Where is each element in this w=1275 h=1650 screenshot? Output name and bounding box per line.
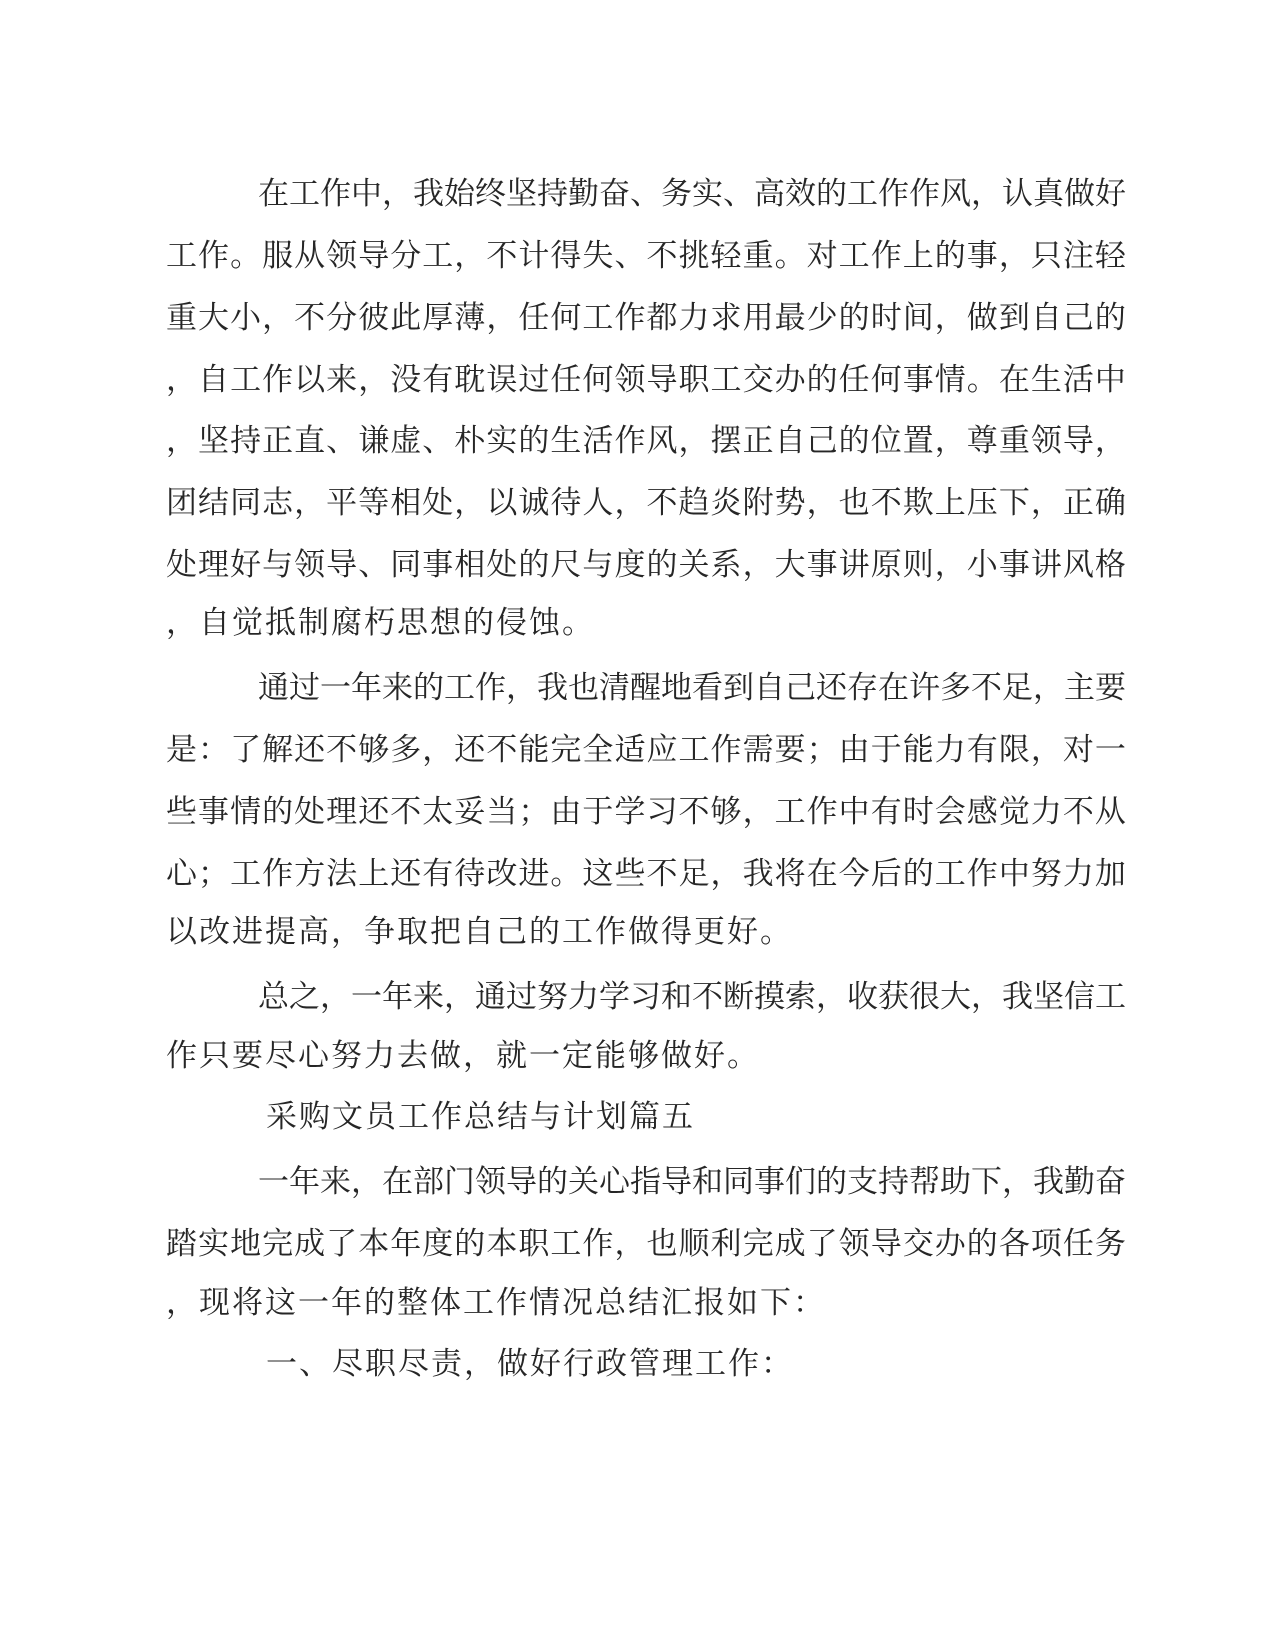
paragraph-indent [166, 190, 258, 191]
paragraph-indent [166, 684, 258, 685]
text-line: 作只要尽心努力去做，就一定能够做好。 [166, 1037, 760, 1073]
document-text-block [166, 160, 1126, 1395]
text-line: 团 结 同 志 ， 平 等 相 处 ， 以 诚 待 人 ， 不 趋 炎 附 势 ， 也 不 欺 上 压 下 ， 正 确 [166, 485, 1126, 521]
text-line: 些 事 情 的 处 理 还 不 太 妥 当 ； 由 于 学 习 不 够 ， 工 作 中 有 时 会 感 觉 力 不 从 [166, 793, 1126, 829]
text-line: 是 ： 了 解 还 不 够 多 ， 还 不 能 完 全 适 应 工 作 需 要 ； 由 于 能 力 有 限 ， 对 一 [166, 732, 1126, 768]
text-line: ， 坚 持 正 直 、 谦 虚 、 朴 实 的 生 活 作 风 ， 摆 正 自 己 的 位 置 ， 尊 重 领 导 ， [166, 423, 1126, 459]
text-line: 处 理 好 与 领 导 、 同 事 相 处 的 尺 与 度 的 关 系 ， 大 事 讲 原 则 ， 小 事 讲 风 格 [166, 546, 1126, 582]
text-line: 以改进提高，争取把自己的工作做得更好。 [166, 914, 793, 949]
text-line: ，自觉抵制腐朽思想的侵蚀。 [166, 605, 595, 641]
paragraph-indent [166, 1178, 258, 1179]
text-line: ， 自 工 作 以 来 ， 没 有 耽 误 过 任 何 领 导 职 工 交 办 的 任 何 事 情 。 在 生 活 中 [166, 361, 1126, 397]
text-line: 工 作 。 服 从 领 导 分 工 ， 不 计 得 失 、 不 挑 轻 重 。 对 工 作 上 的 事 ， 只 注 轻 [166, 238, 1126, 274]
text-line: 通 过 一 年 来 的 工 作 ， 我 也 清 醒 地 看 到 自 己 还 存 在 许 多 不 足 ， 主 要 [166, 654, 1126, 716]
section-title: 采购文员工作总结与计划篇五 [266, 1099, 695, 1135]
text-line: ，现将这一年的整体工作情况总结汇报如下： [166, 1284, 826, 1320]
text-line: 总 之 ， 一 年 来 ， 通 过 努 力 学 习 和 不 断 摸 索 ， 收 获 很 大 ， 我 坚 信 工 [166, 963, 1126, 1025]
list-heading: 一、尽职尽责，做好行政管理工作： [266, 1346, 794, 1382]
text-line: 踏 实 地 完 成 了 本 年 度 的 本 职 工 作 ， 也 顺 利 完 成 了 领 导 交 办 的 各 项 任 务 [166, 1226, 1126, 1262]
text-line: 重 大 小 ， 不 分 彼 此 厚 薄 ， 任 何 工 作 都 力 求 用 最 少 的 时 间 ， 做 到 自 己 的 [166, 299, 1126, 335]
text-line: 在 工 作 中 ， 我 始 终 坚 持 勤 奋 、 务 实 、 高 效 的 工 作 作 风 ， 认 真 做 好 [166, 160, 1126, 222]
text-line: 一 年 来 ， 在 部 门 领 导 的 关 心 指 导 和 同 事 们 的 支 持 帮 助 下 ， 我 勤 奋 [166, 1148, 1126, 1210]
text-line: 心 ； 工 作 方 法 上 还 有 待 改 进 。 这 些 不 足 ， 我 将 在 今 后 的 工 作 中 努 力 加 [166, 855, 1126, 891]
paragraph-indent [166, 993, 258, 994]
